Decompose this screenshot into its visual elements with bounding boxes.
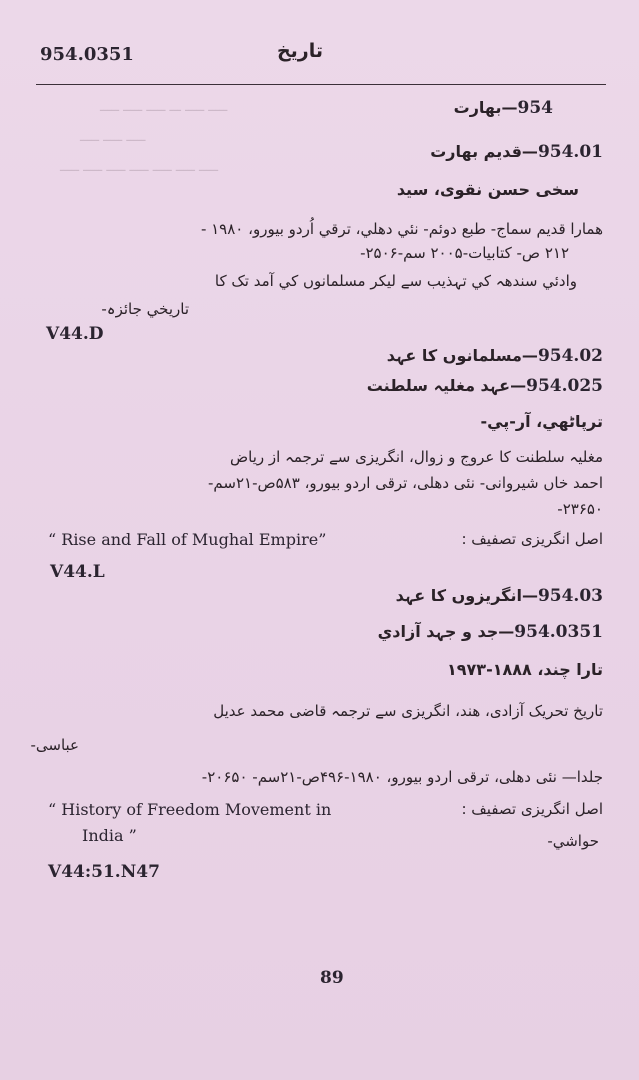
heading-954-02 (387, 346, 603, 366)
call-number-2: V44.L (50, 562, 105, 582)
work-3-line-3: جلدا— نئی دھلی، ترقی اردو بیورو، ۱۹۸۰-۴۹۶ص-۲۱سم- ۲۰۶۵۰- (201, 768, 603, 786)
heading-code: 954.02 (537, 346, 603, 366)
heading-label: —عہد مغلیہ سلطنت (366, 376, 527, 395)
heading-code: 954.025 (526, 376, 603, 396)
work-1-line-2: ۲۱۲ ص- کتابیات-۲۰۰۵ سم-۲۵۰۶- (360, 244, 569, 262)
work-2-line-3: ۲۳۶۵۰- (557, 500, 603, 518)
page-number: 89 (320, 968, 344, 988)
header-class-number: 954.0351 (40, 44, 134, 65)
heading-code: 954.0351 (514, 622, 603, 642)
work-2-line-1: مغلیہ سلطنت کا عروج و زوال، انگریزی سے ترجمہ از ریاض (229, 448, 603, 466)
heading-954-0351 (378, 622, 603, 642)
work-2-original-label: اصل انگریزی تصفیف : (461, 530, 603, 548)
heading-954-03 (396, 586, 603, 606)
heading-label: —بھارت (453, 98, 518, 117)
call-number-3: V44:51.N47 (48, 862, 160, 882)
work-1-line-1: ھمارا قدیم سماج- طبع دوئم- نئي دھلي، ترقي اُردو بیورو، ۱۹۸۰ - (200, 220, 603, 238)
heading-code: 954.01 (537, 142, 603, 162)
heading-label: —قدیم بھارت (430, 142, 538, 161)
author-1: سخی حسن نقوی، سید (396, 180, 579, 199)
author-2: ترپاٹھي، آر-پي- (480, 412, 603, 431)
bleed-through-text: ـــــ ـــــ ـــ ـــــ ـــــ ـــــ (100, 100, 228, 115)
work-3-original-label: اصل انگریزی تصفیف : (461, 800, 603, 818)
heading-954 (454, 98, 553, 118)
author-3: تارا چند، ۱۸۸۸-۱۹۷۳ (447, 660, 603, 679)
header-divider (36, 84, 606, 85)
work-1-line-3: وادئي سندھہ کي تہذیب سے لیکر مسلمانوں کي آمد تک کا (214, 272, 577, 290)
heading-code: 954 (517, 98, 553, 118)
work-1-line-4: تاریخي جائزہ- (101, 300, 189, 318)
work-3-original-title-line-1: “ History of Freedom Movement in (48, 800, 332, 819)
heading-954-025 (367, 376, 603, 396)
work-3-original-title-line-2: India ” (82, 826, 137, 845)
heading-code: 954.03 (537, 586, 603, 606)
bleed-through-text: ـــــ ـــــ ـــــ ـــــ ـــــ ـــــ ـــــ (60, 160, 219, 175)
work-3-notes: حواشي- (547, 832, 599, 850)
heading-label: —مسلمانوں کا عہد (386, 346, 538, 365)
work-2-line-2: احمد خاں شیروانی- نئی دھلی، ترقی اردو بیورو، ۵۸۳ص-۲۱سم- (207, 474, 603, 492)
heading-label: —انگریزوں کا عہد (395, 586, 538, 605)
heading-label: —جد و جہد آزادي (377, 622, 515, 641)
header-title: تاریخ (276, 40, 324, 62)
heading-954-01 (430, 142, 603, 162)
work-2-original-title: “ Rise and Fall of Mughal Empire” (48, 530, 327, 549)
work-3-line-2: عباسی- (30, 736, 79, 754)
work-3-line-1: تاریخ تحریک آزادی، ھند، انگریزی سے ترجمہ قاضی محمد عدیل (213, 702, 603, 720)
call-number-1: V44.D (46, 324, 104, 344)
bleed-through-text: ـــــ ـــــ ـــــ (80, 130, 146, 145)
